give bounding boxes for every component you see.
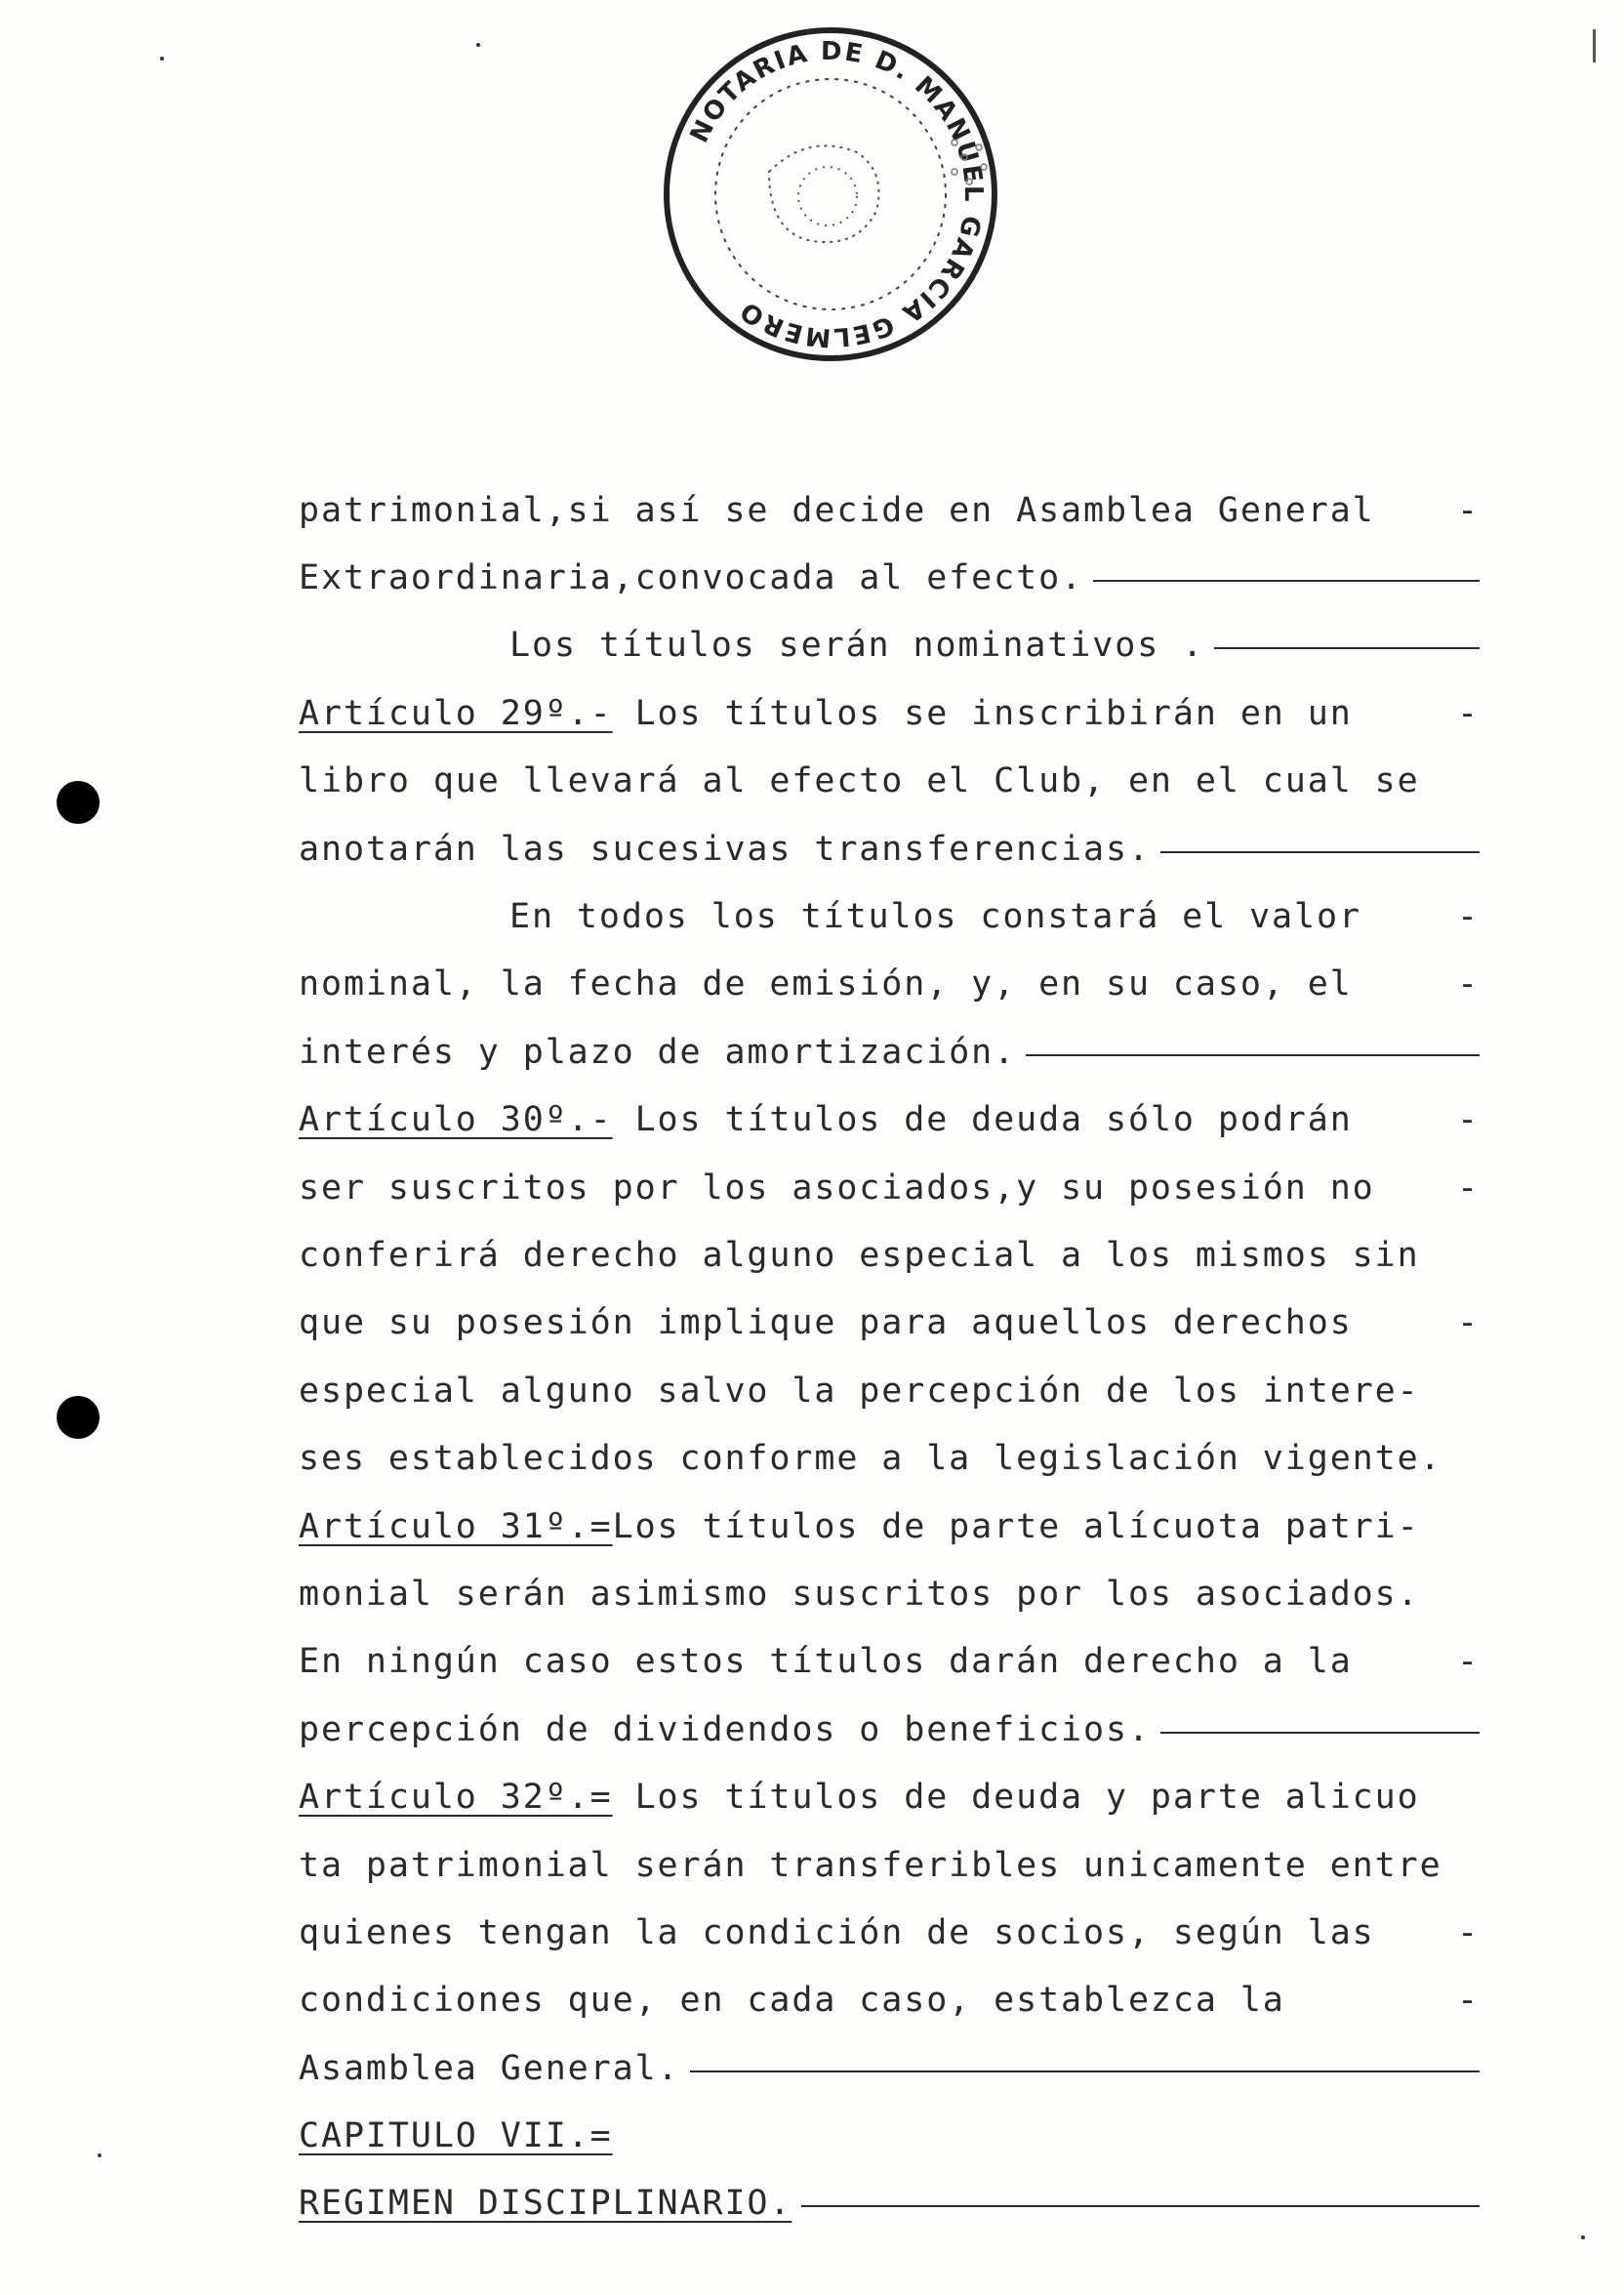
text-line (299, 1018, 1480, 1086)
line-end-dash: - (1457, 1168, 1480, 1208)
speck (476, 43, 480, 47)
article-heading: REGIMEN DISCIPLINARIO. (299, 2184, 792, 2224)
text-line (299, 1154, 1480, 1221)
text-line (299, 1221, 1480, 1289)
speck (1581, 2235, 1585, 2239)
line-end-dash: - (1457, 1100, 1480, 1140)
article-heading: Artículo 31º.= (299, 1506, 613, 1546)
text-line (299, 1831, 1480, 1899)
line-text: ta patrimonial serán transferibles unicamente entre (299, 1845, 1442, 1885)
fill-rule (801, 2205, 1480, 2207)
text-line (299, 544, 1480, 611)
line-end-dash: - (1457, 964, 1480, 1004)
speck (98, 2153, 102, 2157)
text-line (299, 1424, 1480, 1492)
fill-rule (1160, 1732, 1480, 1734)
line-text: Los títulos se inscribirán en un (612, 693, 1353, 733)
line-end-dash: - (1457, 693, 1480, 733)
line-end-dash: - (1457, 897, 1480, 937)
text-line (299, 1763, 1480, 1830)
article-heading: Artículo 32º.= (299, 1778, 613, 1818)
text-line (299, 1357, 1480, 1424)
line-text: ses establecidos conforme a la legislación vigente. (299, 1439, 1442, 1479)
text-line (299, 2170, 1480, 2237)
notary-stamp (662, 25, 999, 363)
line-end-dash: - (1457, 490, 1480, 530)
text-line (299, 612, 1480, 679)
line-text: libro que llevará al efecto el Club, en el cual se (299, 761, 1420, 801)
line-text: especial alguno salvo la percepción de los intere- (299, 1371, 1420, 1411)
article-heading: Artículo 29º.- (299, 693, 613, 733)
stamp-inner-ring (715, 79, 946, 309)
text-line (299, 1086, 1480, 1154)
stamp-emblem (769, 145, 879, 242)
line-text: que su posesión implique para aquellos derechos (299, 1303, 1353, 1343)
line-text: En ningún caso estos títulos darán derecho a la (299, 1642, 1353, 1682)
text-line (299, 951, 1480, 1018)
text-line (299, 748, 1480, 815)
line-end-dash: - (1457, 1912, 1480, 1952)
text-line (299, 1628, 1480, 1696)
line-text: Asamblea General. (299, 2048, 680, 2088)
text-line (299, 476, 1480, 544)
text-line (299, 2034, 1480, 2102)
line-text: En todos los títulos constará el valor (509, 897, 1361, 937)
line-end-dash: - (1457, 1303, 1480, 1343)
text-line (299, 1899, 1480, 1966)
line-text: patrimonial,si así se decide en Asamblea General (299, 490, 1375, 530)
line-text: interés y plazo de amortización. (299, 1032, 1017, 1072)
line-text: percepción de dividendos o beneficios. (299, 1709, 1151, 1749)
fill-rule (1026, 1054, 1480, 1056)
line-text: ser suscritos por los asociados,y su posesión no (299, 1168, 1375, 1208)
line-text: quienes tengan la condición de socios, según las (299, 1912, 1375, 1952)
fill-rule (690, 2070, 1480, 2072)
text-line (299, 1290, 1480, 1357)
article-heading: CAPITULO VII.= (299, 2116, 613, 2156)
text-line (299, 1493, 1480, 1560)
stamp-text: NOTARIA DE D. MANUEL GARCIA GELMERO (684, 36, 989, 352)
text-line (299, 815, 1480, 882)
fill-rule (1093, 580, 1480, 582)
document-body (299, 476, 1480, 2237)
line-text: condiciones que, en cada caso, establezca la (299, 1981, 1285, 2021)
line-text: nominal, la fecha de emisión, y, en su caso, el (299, 964, 1353, 1004)
text-line (299, 1696, 1480, 1763)
line-text: Los títulos serán nominativos . (509, 626, 1205, 666)
text-line (299, 2102, 1480, 2169)
line-text: monial serán asimismo suscritos por los asociados. (299, 1574, 1420, 1614)
edge-mark (1593, 29, 1596, 62)
text-line (299, 1560, 1480, 1627)
line-end-dash: - (1457, 1642, 1480, 1682)
line-text: conferirá derecho alguno especial a los mismos sin (299, 1235, 1420, 1275)
speck (160, 57, 164, 61)
line-end-dash: - (1457, 1981, 1480, 2021)
fill-rule (1160, 851, 1480, 853)
line-text: Los títulos de deuda sólo podrán (612, 1100, 1353, 1140)
punch-hole-lower (57, 1396, 100, 1439)
punch-hole-upper (57, 781, 100, 824)
article-heading: Artículo 30º.- (299, 1100, 613, 1140)
line-text: Los títulos de parte alícuota patri- (612, 1506, 1420, 1546)
text-line (299, 679, 1480, 747)
line-text: Los títulos de deuda y parte alicuo (612, 1778, 1420, 1818)
text-line (299, 1967, 1480, 2034)
line-text: anotarán las sucesivas transferencias. (299, 829, 1151, 869)
line-text: Extraordinaria,convocada al efecto. (299, 558, 1084, 598)
text-line (299, 882, 1480, 950)
fill-rule (1214, 647, 1480, 649)
